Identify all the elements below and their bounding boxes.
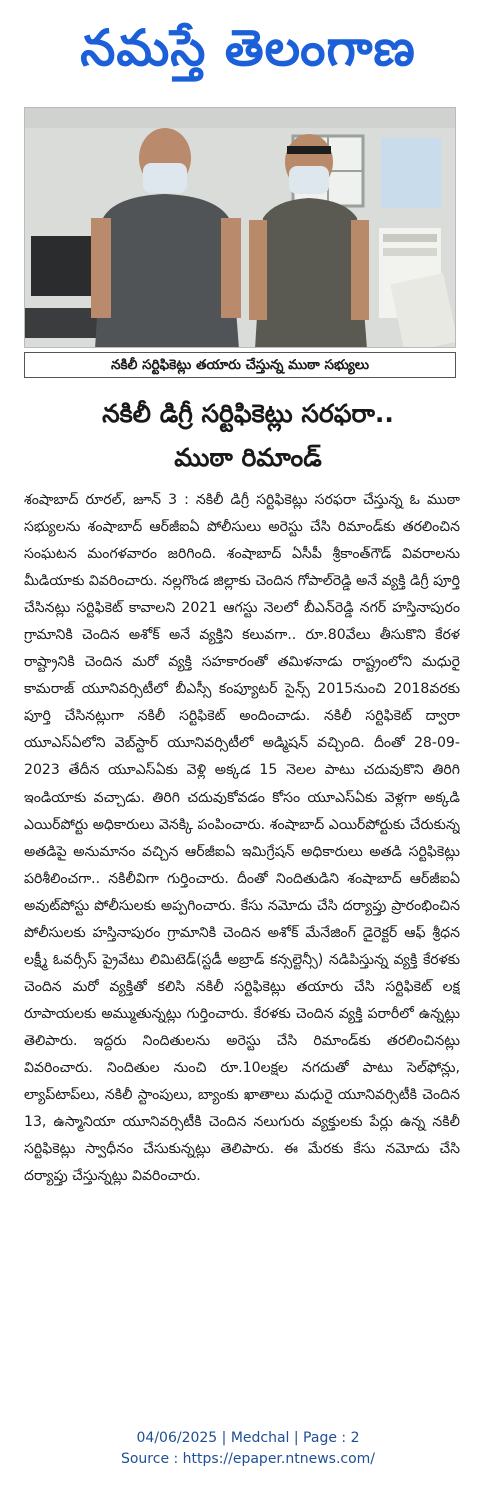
footer-meta: 04/06/2025 | Medchal | Page : 2: [136, 1430, 360, 1446]
article-body: [24, 487, 460, 1407]
footer-source: Source : https://epaper.ntnews.com/: [120, 1451, 376, 1467]
headline: [20, 392, 476, 480]
article-paragraph: శంషాబాద్ రూరల్, జూన్ 3 : నకిలీ డిగ్రీ సర్టిఫికెట్లు సరఫరా చేస్తున్న ఓ ముఠా సభ్యులను శంషాబాద్ ఆర్‌జీఐఏ పోలీసులు అరెస్టు చేసి రిమాండ్‌కు తరలించిన సంఘటన మంగళవారం జరిగింది. శంషాబాద్ ఏసీపీ శ్రీకాంత్‌గౌడ్ వివరాలను మీడియాకు వివరించారు. నల్లగొండ జిల్లాకు చెందిన గోపాల్‌రెడ్డి అనే వ్యక్తి డిగ్రీ పూర్తి చేసినట్లు సర్టిఫికెట్ కావాలని 2021 ఆగస్టు నెలలో బీఎన్‌రెడ్డి నగర్ హస్తినాపురం గ్రామానికి చెందిన అశోక్ అనే వ్యక్తిని కలువగా.. రూ.80వేలు తీసుకొని కేరళ రాష్ట్రానికి చెందిన మరో వ్యక్తి సహకారంతో తమిళనాడు రాష్ట్రంలోని మధురై కామరాజ్ యూనివర్సిటీలో బీఎస్సీ కంప్యూటర్ సైన్స్ 2015నుంచి 2018వరకు పూర్తి చేసినట్లుగా నకిలీ సర్టిఫికెట్ అందించాడు. నకిలీ సర్టిఫికెట్ ద్వారా యూఎస్‌ఏలోని వెబ్‌స్టార్ యూనివర్సిటీలో అడ్మిషన్ వచ్చింది. దీంతో 28-09-2023 తేదీన యూఎస్‌ఏకు వెళ్లి అక్కడ 15 నెలల పాటు చదువుకొని తిరిగి ఇండియాకు వచ్చాడు. తిరిగి చదువుకోవడం కోసం యూఎస్‌ఏకు వెళ్లగా అక్కడి ఎయిర్‌పోర్టు అధికారులు వెనక్కి పంపించారు. శంషాబాద్ ఎయిర్‌పోర్టుకు చేరుకున్న అతడిపై అనుమానం వచ్చిన ఆర్‌జీఐఏ ఇమిగ్రేషన్ అధికారులు అతడి సర్టిఫికెట్లు పరిశీలించగా.. నకిలీవిగా గుర్తించారు. దీంతో నిందితుడిని శంషాబాద్ ఆర్‌జీఐఏ అవుట్‌పోస్టు పోలీసులకు అప్పగించారు. కేసు నమోదు చేసి దర్యాప్తు ప్రారంభించిన పోలీసులకు హస్తినాపురం గ్రామానికి చెందిన అశోక్ మేనేజింగ్ డైరెక్టర్ ఆఫ్ శ్రీధన లక్ష్మీ ఓవర్సీస్ ప్రైవేటు లిమిటెడ్(స్టడీ అబ్రాడ్ కన్సల్టెన్సీ) నడిపిస్తున్న వ్యక్తి కేరళకు చెందిన మరో వ్యక్తితో కలిసి నకిలీ సర్టిఫికెట్లు తయారు చేసి సర్టిఫికెట్ లక్ష రూపాయలకు అమ్ముతున్నట్లు గుర్తించారు. కేరళకు చెందిన వ్యక్తి పరారీలో ఉన్నట్లు తెలిపారు. ఇద్దరు నిందితులను అరెస్టు చేసి రిమాండ్‌కు తరలించినట్లు వివరించారు. నిందితుల నుంచి రూ.10లక్షల నగదుతో పాటు సెల్‌ఫోన్లు, ల్యాప్‌టాప్‌లు, నకిలీ స్టాంపులు, బ్యాంకు ఖాతాలు మధురై యూనివర్సిటీకి చెందిన 13, ఉస్మానియా యూనివర్సిటీకి చెందిన నలుగురు వ్యక్తులకు పేర్లు ఉన్న నకిలీ సర్టిఫికెట్లు స్వాధీనం చేసుకున్నట్లు తెలిపారు. ఈ మేరకు కేసు నమోదు చేసి దర్యాప్తు చేస్తున్నట్లు వివరించారు.: [24, 492, 460, 1185]
news-photo: [24, 107, 456, 348]
footer: [0, 1428, 496, 1470]
headline-line-2: ముఠా రిమాండ్: [174, 443, 322, 472]
photo-caption: నకిలీ సర్టిఫికెట్లు తయారు చేస్తున్న ముఠా సభ్యులు: [24, 352, 456, 378]
headline-line-1: నకిలీ డిగ్రీ సర్టిఫికెట్లు సరఫరా..: [102, 399, 394, 428]
masthead-title: నమస్తే తెలంగాణ: [80, 18, 416, 77]
